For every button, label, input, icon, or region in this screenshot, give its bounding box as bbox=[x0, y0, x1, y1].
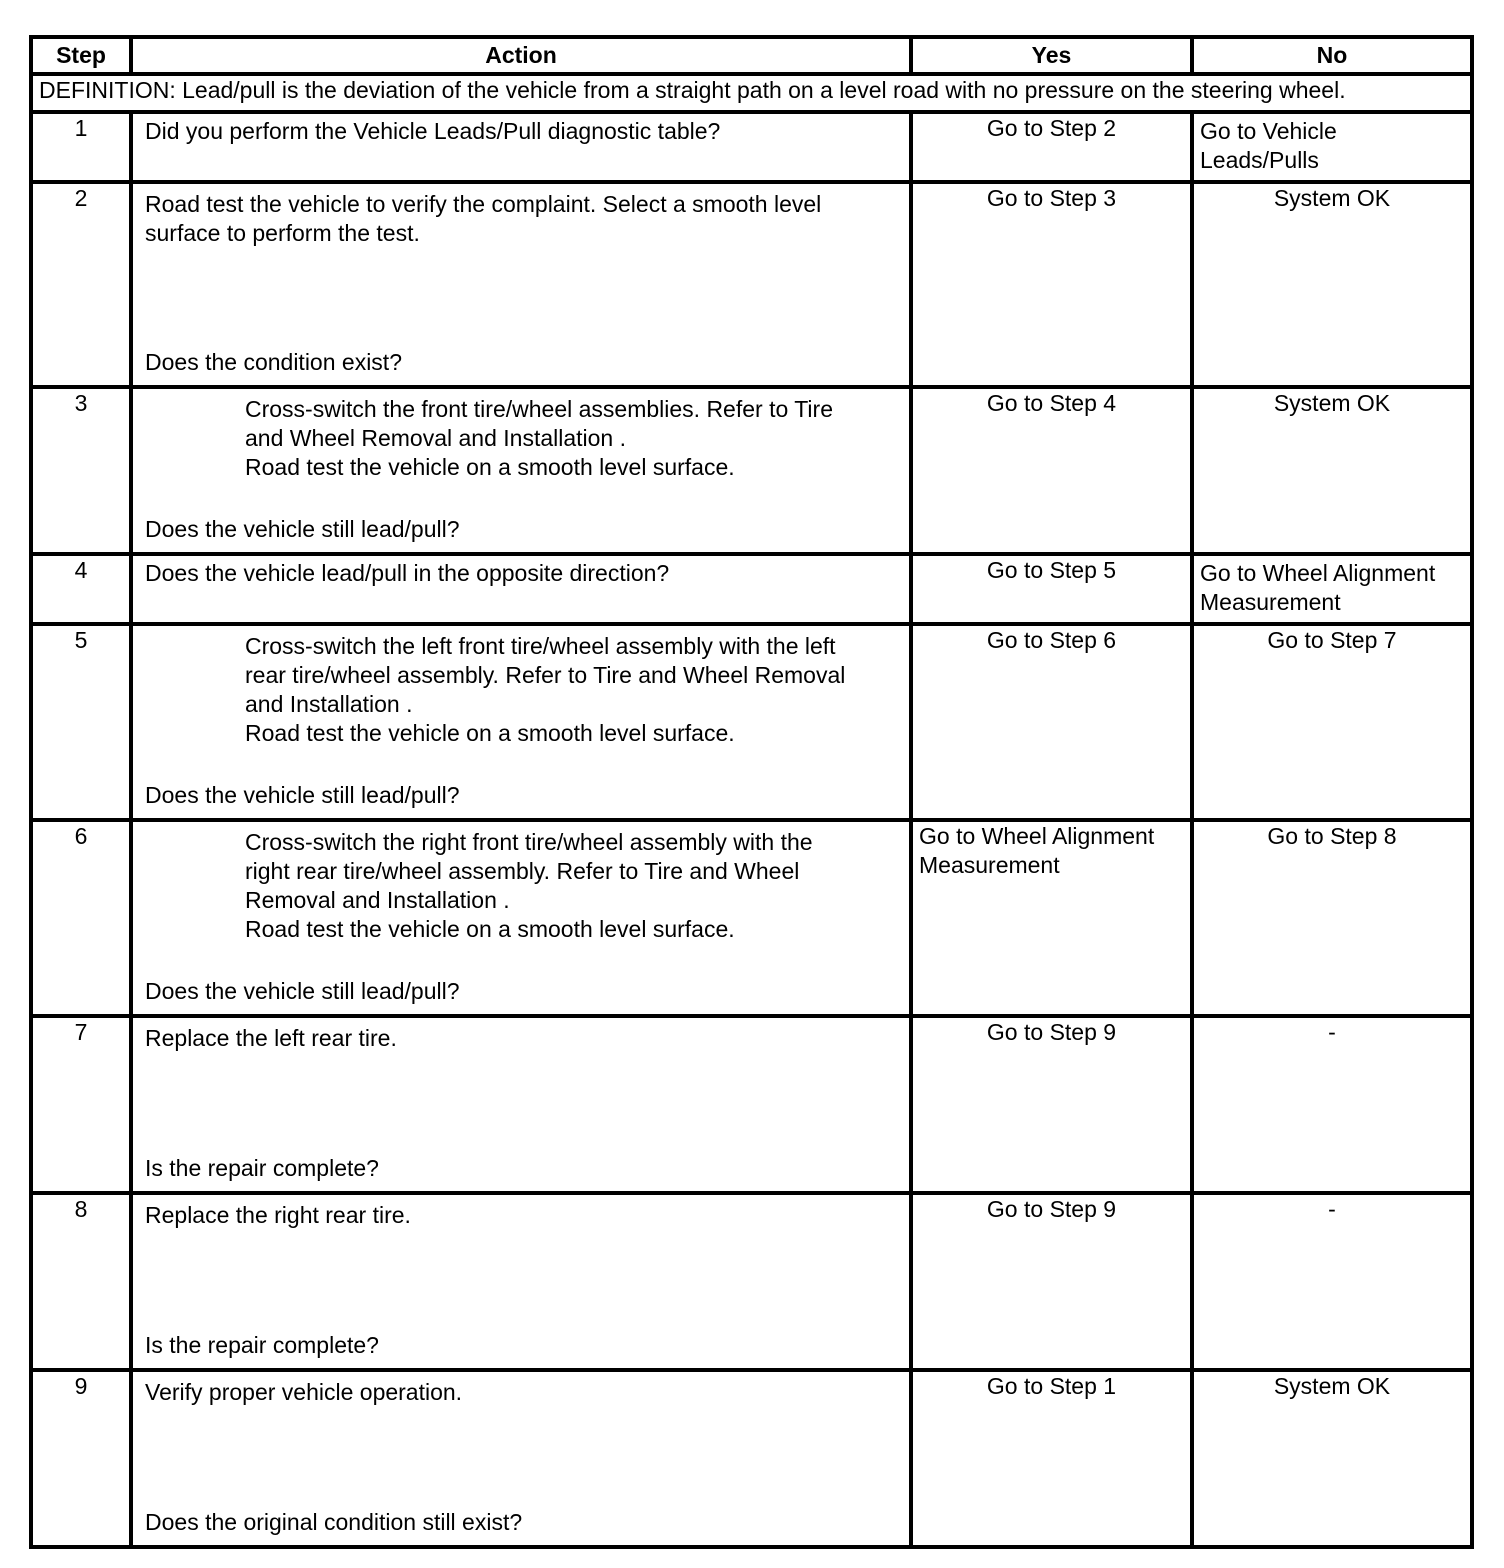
action-cell bbox=[131, 554, 911, 624]
action-cell bbox=[131, 1016, 911, 1193]
yes-cell: Go to Step 4 bbox=[911, 387, 1192, 554]
yes-cell: Go to Step 5 bbox=[911, 554, 1192, 624]
no-cell: - bbox=[1192, 1193, 1472, 1370]
action-question: Does the vehicle still lead/pull? bbox=[145, 978, 460, 1004]
table-row bbox=[31, 112, 1472, 182]
table-row bbox=[31, 624, 1472, 820]
step-number: 6 bbox=[31, 820, 131, 1016]
table-row bbox=[31, 554, 1472, 624]
yes-cell: Go to Step 1 bbox=[911, 1370, 1192, 1547]
action-question: Does the original condition still exist? bbox=[145, 1509, 523, 1535]
action-text: and Wheel Removal and Installation . bbox=[245, 425, 626, 451]
yes-cell: Go to Step 9 bbox=[911, 1193, 1192, 1370]
no-cell: - bbox=[1192, 1016, 1472, 1193]
header-yes: Yes bbox=[911, 37, 1192, 74]
step-number: 5 bbox=[31, 624, 131, 820]
step-number: 7 bbox=[31, 1016, 131, 1193]
action-text: Does the vehicle lead/pull in the opposite direction? bbox=[145, 560, 670, 586]
action-text: Road test the vehicle on a smooth level surface. bbox=[245, 454, 735, 480]
no-cell bbox=[1192, 554, 1472, 624]
header-no: No bbox=[1192, 37, 1472, 74]
table-row bbox=[31, 820, 1472, 1016]
yes-cell: Go to Step 3 bbox=[911, 182, 1192, 387]
action-text: Replace the right rear tire. bbox=[145, 1202, 411, 1228]
table-row bbox=[31, 182, 1472, 387]
action-cell bbox=[131, 624, 911, 820]
action-text: Removal and Installation . bbox=[245, 887, 510, 913]
no-text: Go to Vehicle bbox=[1200, 118, 1337, 144]
no-cell: System OK bbox=[1192, 1370, 1472, 1547]
no-text: Measurement bbox=[1200, 589, 1341, 615]
table-row bbox=[31, 1193, 1472, 1370]
yes-cell bbox=[911, 820, 1192, 1016]
step-number: 3 bbox=[31, 387, 131, 554]
action-cell bbox=[131, 387, 911, 554]
action-text: Road test the vehicle to verify the complaint. Select a smooth level bbox=[145, 191, 822, 217]
action-text: Replace the left rear tire. bbox=[145, 1025, 397, 1051]
action-cell bbox=[131, 1370, 911, 1547]
table-row bbox=[31, 1370, 1472, 1547]
table-row bbox=[31, 387, 1472, 554]
diagnostic-table bbox=[29, 35, 1474, 1549]
no-text: Go to Wheel Alignment bbox=[1200, 560, 1436, 586]
action-question: Does the vehicle still lead/pull? bbox=[145, 782, 460, 808]
no-cell: System OK bbox=[1192, 182, 1472, 387]
header-action: Action bbox=[131, 37, 911, 74]
action-cell bbox=[131, 112, 911, 182]
action-question: Does the condition exist? bbox=[145, 349, 402, 375]
action-text: right rear tire/wheel assembly. Refer to Tire and Wheel bbox=[245, 858, 800, 884]
action-text: Road test the vehicle on a smooth level surface. bbox=[245, 916, 735, 942]
action-question: Is the repair complete? bbox=[145, 1332, 379, 1358]
action-text: rear tire/wheel assembly. Refer to Tire and Wheel Removal bbox=[245, 662, 846, 688]
step-number: 2 bbox=[31, 182, 131, 387]
table-row bbox=[31, 1016, 1472, 1193]
yes-text: Measurement bbox=[919, 852, 1060, 878]
yes-cell: Go to Step 6 bbox=[911, 624, 1192, 820]
action-text: Road test the vehicle on a smooth level surface. bbox=[245, 720, 735, 746]
step-number: 1 bbox=[31, 112, 131, 182]
action-text: Did you perform the Vehicle Leads/Pull diagnostic table? bbox=[145, 118, 721, 144]
action-text: Verify proper vehicle operation. bbox=[145, 1379, 463, 1405]
step-number: 8 bbox=[31, 1193, 131, 1370]
yes-cell: Go to Step 9 bbox=[911, 1016, 1192, 1193]
action-cell bbox=[131, 1193, 911, 1370]
definition-text: DEFINITION: Lead/pull is the deviation of the vehicle from a straight path on a level road with no pressure on the steering wheel. bbox=[31, 74, 1472, 112]
no-cell: System OK bbox=[1192, 387, 1472, 554]
no-text: Leads/Pulls bbox=[1200, 147, 1319, 173]
yes-cell: Go to Step 2 bbox=[911, 112, 1192, 182]
action-text: surface to perform the test. bbox=[145, 220, 420, 246]
action-text: Cross-switch the right front tire/wheel assembly with the bbox=[245, 829, 813, 855]
no-cell: Go to Step 7 bbox=[1192, 624, 1472, 820]
action-question: Is the repair complete? bbox=[145, 1155, 379, 1181]
no-cell: Go to Step 8 bbox=[1192, 820, 1472, 1016]
action-cell bbox=[131, 182, 911, 387]
header-row bbox=[31, 37, 1472, 74]
action-text: and Installation . bbox=[245, 691, 413, 717]
no-cell bbox=[1192, 112, 1472, 182]
action-text: Cross-switch the left front tire/wheel assembly with the left bbox=[245, 633, 836, 659]
yes-text: Go to Wheel Alignment bbox=[919, 823, 1155, 849]
definition-row bbox=[31, 74, 1472, 112]
action-cell bbox=[131, 820, 911, 1016]
action-question: Does the vehicle still lead/pull? bbox=[145, 516, 460, 542]
step-number: 9 bbox=[31, 1370, 131, 1547]
header-step: Step bbox=[31, 37, 131, 74]
step-number: 4 bbox=[31, 554, 131, 624]
action-text: Cross-switch the front tire/wheel assemblies. Refer to Tire bbox=[245, 396, 833, 422]
